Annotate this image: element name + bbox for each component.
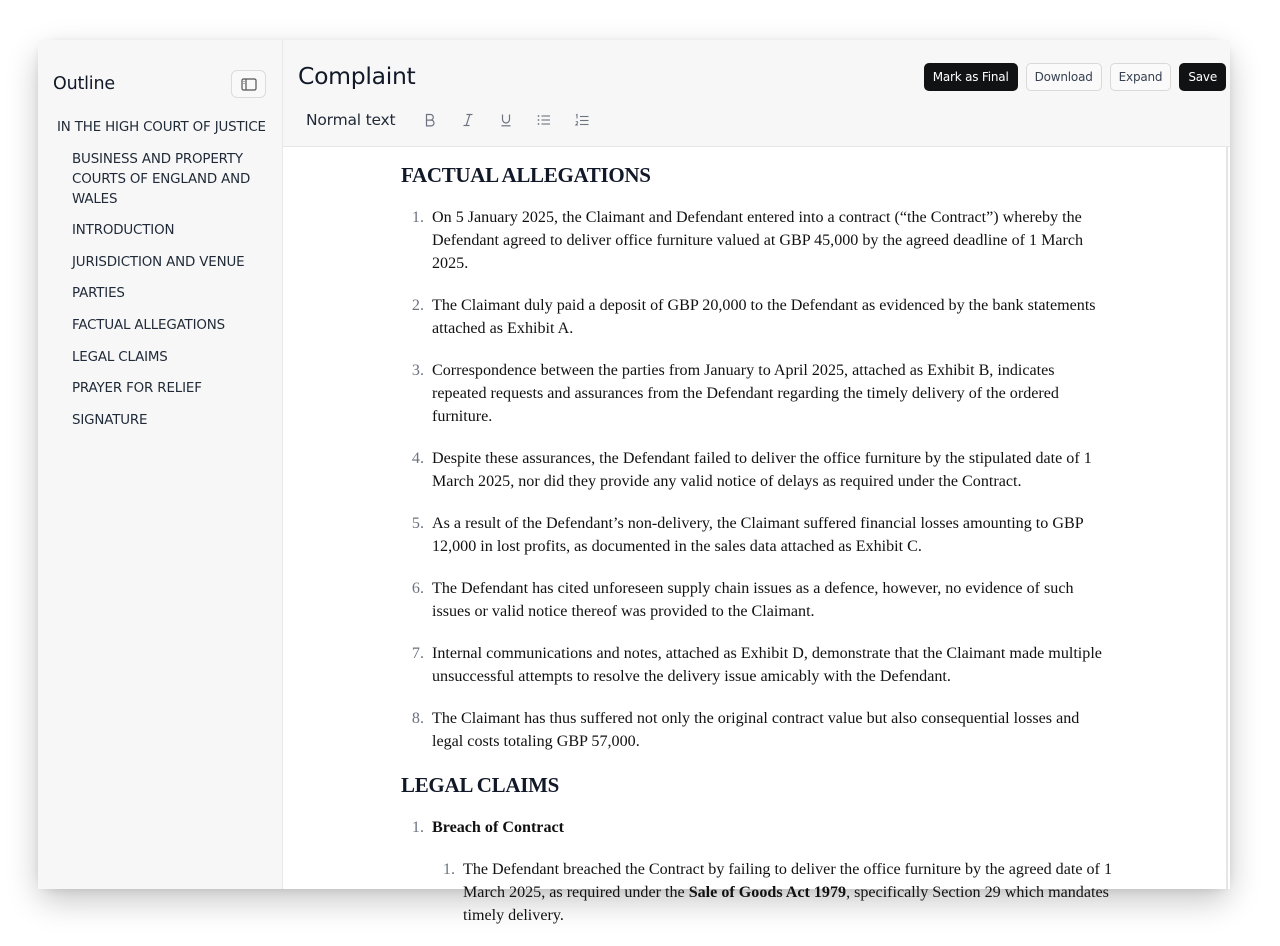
outline-item-prayer-for-relief[interactable]: PRAYER FOR RELIEF: [72, 381, 202, 397]
statute-reference: Sale of Goods Act 1979: [688, 884, 847, 901]
list-item: [401, 294, 1113, 340]
item-text: Correspondence between the parties from January to April 2025, attached as Exhibit B, indicates repeated requests and assurances from the Defendant regarding the timely delivery of the ordered furniture.: [432, 362, 1059, 425]
header-actions: [924, 63, 1226, 91]
item-text: The Claimant has thus suffered not only the original contract value but also consequential losses and legal costs totaling GBP 57,000.: [432, 710, 1080, 750]
item-number: 1.: [442, 861, 455, 878]
bullet-list-button[interactable]: [525, 108, 563, 132]
underline-icon: [500, 113, 512, 127]
italic-icon: [462, 113, 474, 127]
mark-as-final-button[interactable]: Mark as Final: [924, 63, 1018, 91]
sidebar-panel-icon: [241, 78, 257, 91]
item-number: 1.: [411, 209, 424, 226]
sidebar-header: [53, 70, 266, 98]
text-segment: The Defendant breached the Contract by failing to deliver the office furniture by the agreed date of 1 March 2025, as required under the: [463, 861, 1112, 901]
document-canvas[interactable]: [283, 147, 1230, 924]
item-number: 2.: [411, 297, 424, 314]
expand-button[interactable]: Expand: [1110, 63, 1172, 91]
section-heading-factual-allegations: FACTUAL ALLEGATIONS: [401, 163, 651, 187]
download-button[interactable]: Download: [1026, 63, 1102, 91]
outline-sidebar: [38, 40, 283, 889]
outline-item-factual-allegations[interactable]: FACTUAL ALLEGATIONS: [72, 317, 225, 333]
bold-icon: [424, 113, 436, 127]
document-title: Complaint: [298, 62, 416, 90]
outline-item-legal-claims[interactable]: LEGAL CLAIMS: [72, 349, 168, 365]
list-item: [401, 816, 1113, 839]
editor-header: [283, 40, 1230, 147]
list-item: [401, 577, 1113, 623]
italic-button[interactable]: [449, 108, 487, 132]
item-number: 5.: [411, 515, 424, 532]
outline-item-signature[interactable]: SIGNATURE: [72, 412, 148, 428]
outline-item-parties[interactable]: PARTIES: [72, 286, 125, 302]
list-item: [401, 707, 1113, 753]
sidebar-title: Outline: [53, 74, 115, 94]
outline-item-business-property-courts[interactable]: BUSINESS AND PROPERTY COURTS OF ENGLAND AND WALES: [72, 151, 251, 207]
list-item: [401, 447, 1113, 493]
app-window: [38, 40, 1230, 924]
item-text: Internal communications and notes, attached as Exhibit D, demonstrate that the Claimant made multiple unsuccessful attempts to resolve the delivery issue amicably with the Defendant.: [432, 645, 1102, 685]
outline-item-jurisdiction[interactable]: JURISDICTION AND VENUE: [72, 254, 245, 270]
claim-title: Breach of Contract: [432, 819, 564, 836]
item-text: The Claimant duly paid a deposit of GBP 20,000 to the Defendant as evidenced by the bank statements attached as Exhibit A.: [432, 297, 1096, 337]
outline-item-high-court[interactable]: IN THE HIGH COURT OF JUSTICE: [57, 120, 266, 135]
item-text: Despite these assurances, the Defendant failed to deliver the office furniture by the stipulated date of 1 March 2025, nor did they provide any valid notice of delays as required under the Contract.: [432, 450, 1092, 490]
item-number: 7.: [411, 645, 424, 662]
item-number: 4.: [411, 450, 424, 467]
document-scrollbar[interactable]: [1226, 147, 1228, 889]
outline-item-introduction[interactable]: INTRODUCTION: [72, 223, 175, 239]
item-number: 8.: [411, 710, 424, 727]
list-item: [432, 858, 1113, 927]
numbered-list-icon: [575, 114, 589, 127]
save-button[interactable]: Save: [1179, 63, 1226, 91]
item-text: As a result of the Defendant’s non-delivery, the Claimant suffered financial losses amounting to GBP 12,000 in lost profits, as documented in the sales data attached as Exhibit C.: [432, 515, 1084, 555]
item-number: 6.: [411, 580, 424, 597]
item-text: [463, 858, 1113, 927]
text-style-select[interactable]: Normal text: [306, 111, 396, 129]
factual-allegations-list: [401, 206, 1113, 753]
numbered-list-button[interactable]: [563, 108, 601, 132]
legal-claims-list: [401, 816, 1113, 927]
list-item: [401, 512, 1113, 558]
bold-button[interactable]: [411, 108, 449, 132]
section-heading-legal-claims: LEGAL CLAIMS: [401, 773, 560, 797]
formatting-toolbar: [306, 108, 601, 132]
bullet-list-icon: [537, 114, 551, 126]
list-item: [401, 642, 1113, 688]
list-item: [401, 359, 1113, 428]
item-text: On 5 January 2025, the Claimant and Defendant entered into a contract (“the Contract”) whereby the Defendant agreed to deliver office furniture valued at GBP 45,000 by the agreed deadline of 1 March 2025.: [432, 209, 1084, 272]
item-number: 3.: [411, 362, 424, 379]
item-text: The Defendant has cited unforeseen supply chain issues as a defence, however, no evidence of such issues or valid notice thereof was provided to the Claimant.: [432, 580, 1074, 620]
toggle-sidebar-button[interactable]: [231, 70, 266, 98]
text-segment: , specifically Section 29 which mandates timely delivery.: [463, 884, 1109, 924]
underline-button[interactable]: [487, 108, 525, 132]
list-item: [401, 206, 1113, 275]
editor-main: [283, 40, 1230, 924]
item-number: 1.: [411, 819, 424, 836]
document-body[interactable]: [401, 163, 1113, 946]
outline-list: [53, 114, 266, 438]
